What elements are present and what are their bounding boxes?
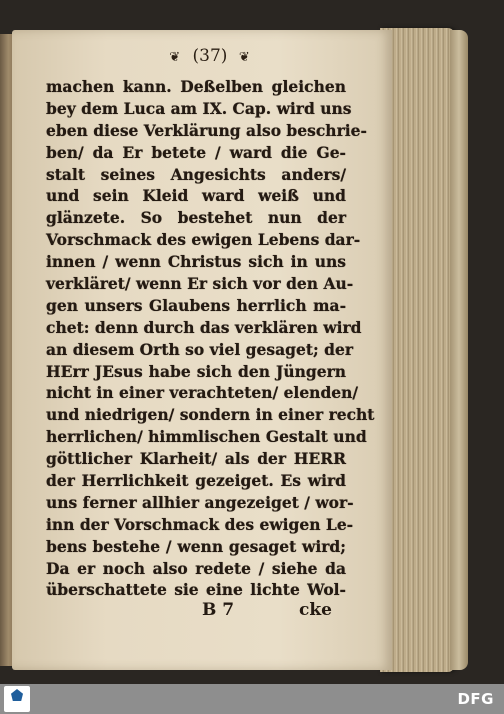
book-cover-edge	[450, 30, 468, 670]
text-line: nicht in einer verachteten/ elenden/	[46, 383, 359, 403]
dfg-logo[interactable]: DFG	[457, 690, 494, 708]
text-line: und sein Kleid ward weiß und	[46, 186, 346, 206]
text-line: verkläret/ wenn Er sich vor den Au-	[46, 274, 354, 294]
text-line: Da er noch also redete / siehe da	[46, 558, 346, 578]
text-line: machen kann. Deßelben gleichen	[46, 77, 346, 96]
text-line: der Herrlichkeit gezeiget. Es wird	[46, 471, 346, 491]
page-text	[46, 76, 375, 601]
text-line: und niedrigen/ sondern in einer recht	[46, 405, 375, 425]
catchword: cke	[299, 600, 332, 620]
page-header	[60, 46, 360, 70]
text-line: bens bestehe / wenn gesaget wird;	[46, 536, 346, 556]
text-line: bey dem Luca am IX. Cap. wird uns	[46, 98, 352, 118]
page-footer	[46, 600, 346, 622]
library-logo[interactable]	[4, 686, 30, 712]
text-line: göttlicher Klarheit/ als der HERR	[46, 449, 346, 469]
text-line: HErr JEsus habe sich den Jüngern	[46, 361, 346, 381]
ornament-left-icon: ❦	[169, 50, 182, 65]
text-line: glänzete. So bestehet nun der	[46, 208, 346, 228]
text-line: herrlichen/ himmlischen Gestalt und	[46, 427, 367, 447]
text-line: eben diese Verklärung also beschrie-	[46, 120, 367, 140]
text-line: stalt seines Angesichts anders/	[46, 164, 346, 184]
text-line: Vorschmack des ewigen Lebens dar-	[46, 230, 361, 250]
text-line: gen unsers Glaubens herrlich ma-	[46, 295, 346, 315]
text-line: innen / wenn Christus sich in uns	[46, 252, 346, 272]
ornament-right-icon: ❦	[238, 50, 251, 65]
signature-mark: B 7	[202, 600, 235, 620]
text-line: ben/ da Er betete / ward die Ge-	[46, 142, 346, 162]
viewer-footer-bar	[0, 684, 504, 714]
text-line: chet: denn durch das verklären wird	[46, 317, 362, 337]
page-number: (37)	[192, 46, 228, 66]
text-line: uns ferner allhier angezeiget / wor-	[46, 492, 354, 512]
text-line: an diesem Orth so viel gesaget; der	[46, 339, 353, 359]
library-emblem-icon	[11, 689, 23, 701]
text-line: inn der Vorschmack des ewigen Le-	[46, 514, 354, 534]
text-line: überschattete sie eine lichte Wol-	[46, 580, 346, 600]
